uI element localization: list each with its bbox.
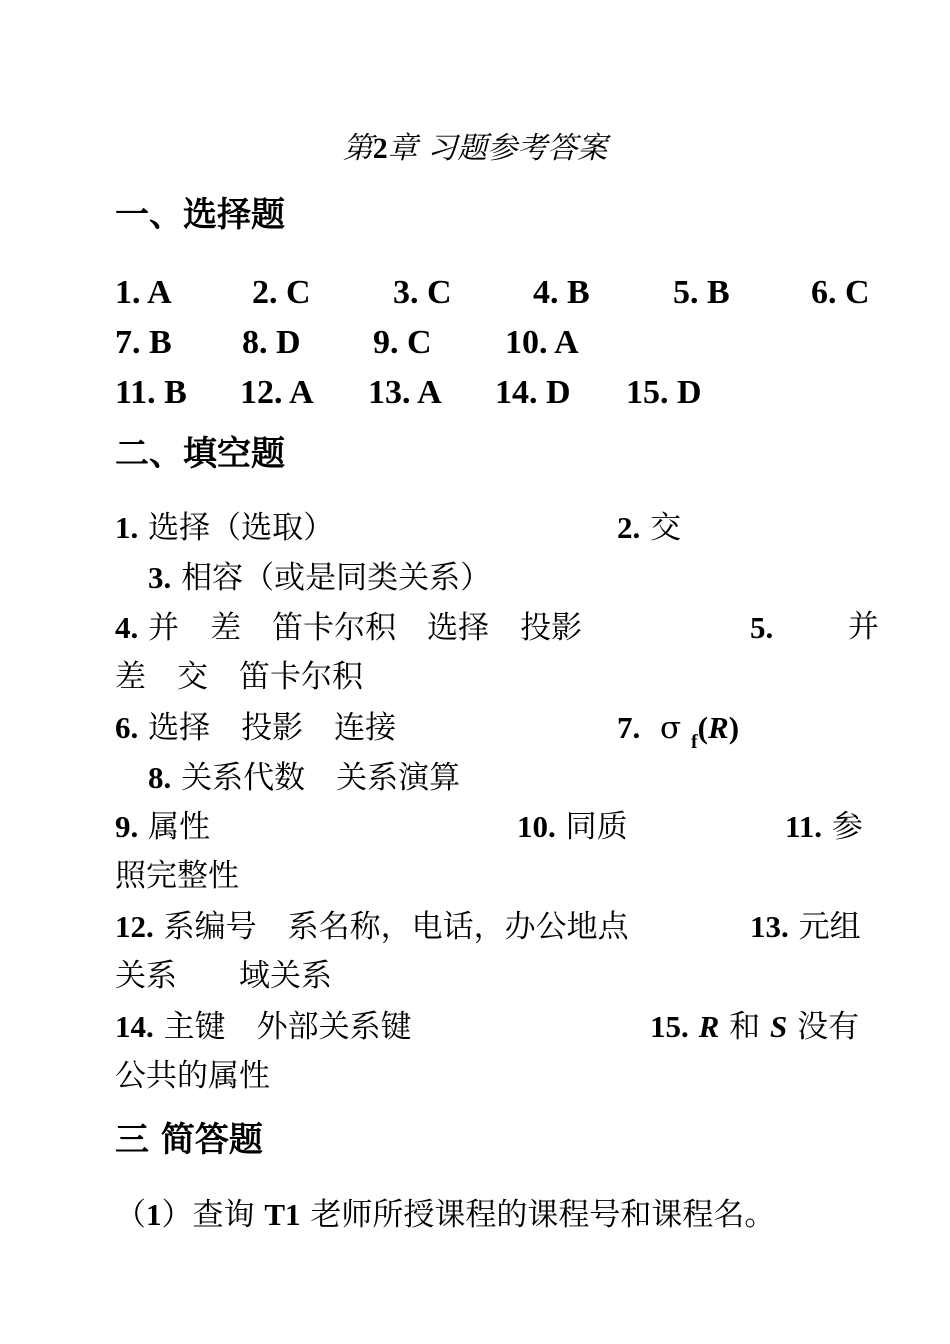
choice-answer: 10. A — [505, 324, 579, 361]
fill-answer-8: 8. 关系代数 关系演算 — [148, 760, 461, 796]
choice-section-heading: 一、选择题 — [115, 195, 285, 235]
title-suffix: 章 习题参考答案 — [387, 131, 608, 166]
choice-answer: 6. C — [811, 274, 870, 311]
fill-answer-5-part1: 并 — [848, 609, 879, 645]
choice-answer: 9. C — [373, 324, 432, 361]
fill-answer-6: 6. 选择 投影 连接 — [115, 710, 397, 746]
choice-answer: 2. C — [252, 274, 311, 311]
title-prefix: 第 — [342, 131, 373, 166]
short-answer-question-1: （1）查询 T1 老师所授课程的课程号和课程名。 — [115, 1197, 776, 1233]
fill-answer-1: 1. 选择（选取） — [115, 510, 335, 546]
fill-answer-7: 7. σ $_f$(R) — [617, 710, 740, 753]
fill-answer-11-part1: 11. 参 — [785, 809, 863, 845]
choice-answer: 15. D — [626, 374, 702, 411]
choice-answer: 8. D — [242, 324, 301, 361]
fill-answer-13-part2: 关系 域关系 — [115, 958, 332, 994]
choice-answer: 7. B — [115, 324, 172, 361]
choice-answer: 11. B — [115, 374, 187, 411]
fill-answer-3: 3. 相容（或是同类关系） — [148, 560, 492, 596]
fill-answer-4: 4. 并 差 笛卡尔积 选择 投影 — [115, 610, 583, 646]
choice-answer: 1. A — [115, 274, 172, 311]
fill-answer-5-number: 5. — [750, 610, 774, 645]
choice-answer: 5. B — [673, 274, 730, 311]
fill-answer-2: 2. 交 — [617, 510, 682, 546]
choice-answer: 14. D — [495, 374, 571, 411]
fill-answer-14: 14. 主键 外部关系键 — [115, 1009, 412, 1045]
fill-section-heading: 二、填空题 — [115, 434, 285, 474]
fill-answer-5-part2: 差 交 笛卡尔积 — [115, 659, 363, 695]
fill-answer-15-part1: 15. R 和 S 没有 — [650, 1009, 860, 1045]
choice-answer: 12. A — [240, 374, 314, 411]
choice-answer: 3. C — [393, 274, 452, 311]
choice-answer: 13. A — [368, 374, 442, 411]
fill-answer-9: 9. 属性 — [115, 809, 211, 845]
fill-answer-10: 10. 同质 — [517, 809, 628, 845]
fill-answer-13-part1: 13. 元组 — [750, 909, 861, 945]
page-title — [0, 131, 950, 166]
short-answer-section-heading: 三 简答题 — [115, 1120, 263, 1160]
title-chapter-number: 2 — [372, 132, 388, 165]
fill-answer-11-part2: 照完整性 — [115, 858, 239, 894]
fill-answer-15-part2: 公共的属性 — [115, 1058, 270, 1094]
fill-answer-12: 12. 系编号 系名称，电话，办公地点 — [115, 909, 629, 945]
choice-answer: 4. B — [533, 274, 590, 311]
